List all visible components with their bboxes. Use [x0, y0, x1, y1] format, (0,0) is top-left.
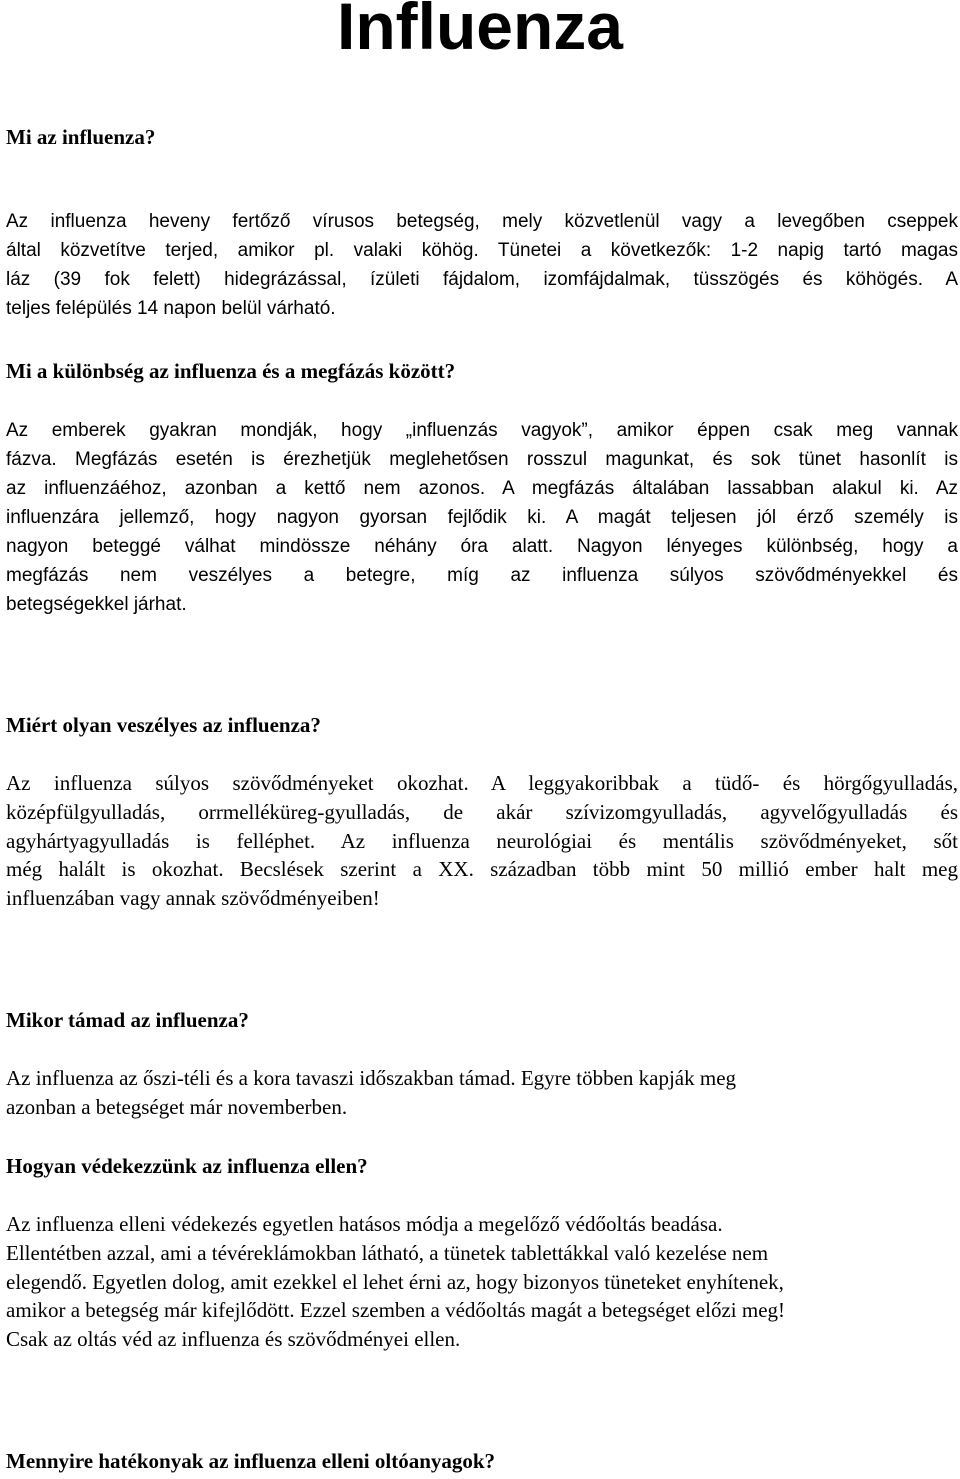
text-line: elegendő. Egyetlen dolog, amit ezekkel el lehet érni az, hogy bizonyos tüneteket enyhítenek, [6, 1269, 784, 1294]
text-line: Az emberek gyakran mondják, hogy „influenzás vagyok”, amikor éppen csak meg vannak [6, 420, 958, 441]
text-line: teljes felépülés 14 napon belül várható. [6, 298, 336, 319]
text-line: Az influenza az őszi-téli és a kora tavaszi időszakban támad. Egyre többen kapják meg [6, 1066, 737, 1090]
text-line: láz (39 fok felett) hidegrázással, ízületi fájdalom, izomfájdalmak, tüsszögés és köhögés. A [6, 269, 958, 290]
paragraph-difference-flu-cold [6, 416, 958, 619]
text-line: Csak az oltás véd az influenza és szövődményei ellen. [6, 1327, 461, 1352]
text-line: megfázás nem veszélyes a betegre, míg az influenza súlyos szövődményekkel és [6, 565, 958, 586]
paragraph-why-dangerous [6, 769, 958, 913]
text-line: influenzában vagy annak szövődményeiben! [6, 886, 380, 911]
text-line: Az influenza súlyos szövődményeket okozhat. A leggyakoribbak a tüdő- és hörgőgyulladás, [6, 771, 958, 795]
text-line: fázva. Megfázás esetén is érezhetjük meglehetősen rosszul magunkat, és sok tünet hasonlít is [6, 449, 958, 470]
heading-when-it-strikes: Mikor támad az influenza? [6, 1008, 249, 1032]
text-line: amikor a betegség már kifejlődött. Ezzel szemben a védőoltás magát a betegséget előzi meg! [6, 1298, 786, 1323]
text-line: által közvetítve terjed, amikor pl. valaki köhög. Tünetei a következők: 1-2 napig tartó magas [6, 240, 958, 261]
heading-vaccine-effectiveness: Mennyire hatékonyak az influenza elleni oltóanyagok? [6, 1449, 496, 1473]
text-line: Az influenza elleni védekezés egyetlen hatásos módja a megelőző védőoltás beadása. [6, 1212, 723, 1236]
text-line: betegségekkel járhat. [6, 594, 187, 615]
text-line: azonban a betegséget már novemberben. [6, 1094, 348, 1119]
text-line: Az influenza heveny fertőző vírusos betegség, mely közvetlenül vagy a levegőben cseppek [6, 211, 958, 232]
paragraph-what-is-influenza [6, 207, 958, 323]
heading-why-dangerous: Miért olyan veszélyes az influenza? [6, 713, 321, 737]
text-line: Ellentétben azzal, ami a tévéreklámokban látható, a tünetek tablettákkal való kezelése nem [6, 1240, 769, 1265]
text-line: nagyon beteggé válhat mindössze néhány óra alatt. Nagyon lényeges különbség, hogy a [6, 536, 958, 557]
paragraph-when-it-strikes [6, 1064, 958, 1122]
text-line: influenzára jellemző, hogy nagyon gyorsan fejlődik ki. A magát teljesen jól érző személy is [6, 507, 958, 528]
heading-difference-flu-cold: Mi a különbség az influenza és a megfázás között? [6, 359, 456, 383]
paragraph-how-to-protect [6, 1210, 958, 1354]
heading-what-is-influenza: Mi az influenza? [6, 125, 156, 149]
text-line: még halált is okozhat. Becslések szerint a XX. században több mint 50 millió ember halt meg [6, 857, 958, 882]
document-title: Influenza [336, 0, 623, 63]
heading-how-to-protect: Hogyan védekezzünk az influenza ellen? [6, 1154, 368, 1178]
text-line: az influenzáéhoz, azonban a kettő nem azonos. A megfázás általában lassabban alakul ki. Az [6, 478, 958, 499]
text-line: középfülgyulladás, orrmelléküreg-gyulladás, de akár szívizomgyulladás, agyvelőgyulladás és [6, 799, 958, 824]
text-line: agyhártyagyulladás is felléphet. Az influenza neurológiai és mentális szövődményeket, sőt [6, 828, 958, 853]
